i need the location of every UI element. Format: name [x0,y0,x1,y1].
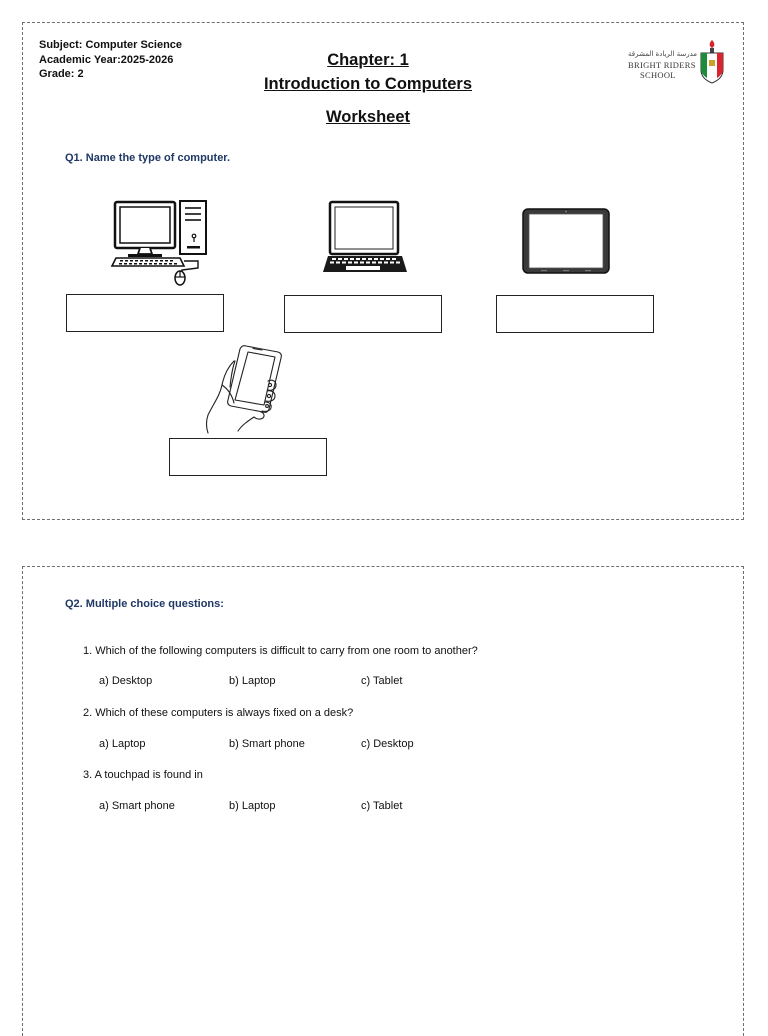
q1-heading: Q1. Name the type of computer. [65,152,231,164]
school-logo [626,38,726,84]
question-2-option-c[interactable]: c) Desktop [361,738,414,750]
worksheet-meta [39,38,182,82]
title-block [238,48,498,129]
question-1-option-b[interactable]: b) Laptop [229,675,276,687]
question-2-option-a[interactable]: a) Laptop [99,738,146,750]
question-3-text: 3. A touchpad is found in [83,769,203,781]
question-2-text: 2. Which of these computers is always fixed on a desk? [83,707,354,719]
answer-box-smartphone[interactable] [169,438,327,476]
topic-title: Introduction to Computers [263,75,473,93]
chapter-title: Chapter: 1 [327,51,409,69]
question-3-option-c[interactable]: c) Tablet [361,800,403,812]
question-1-text: 1. Which of the following computers is difficult to carry from one room to another? [83,645,478,657]
logo-arabic-text: مدرسة الريادة المشرقة [628,50,698,58]
answer-box-laptop[interactable] [284,295,442,333]
crest-icon [698,38,726,84]
desktop-computer-icon [110,198,210,288]
question-3-option-b[interactable]: b) Laptop [229,800,276,812]
laptop-icon [322,200,408,276]
logo-line1: BRIGHT RIDERS [628,60,696,70]
question-1-option-a[interactable]: a) Desktop [99,675,153,687]
tablet-icon [521,207,611,275]
answer-box-desktop[interactable] [66,294,224,332]
answer-box-tablet[interactable] [496,295,654,333]
grade-label: Grade: 2 [39,68,84,80]
smartphone-in-hand-icon [204,343,286,435]
q2-heading: Q2. Multiple choice questions: [65,598,224,610]
logo-line2: SCHOOL [640,70,676,80]
academic-year-label: Academic Year:2025-2026 [39,53,174,66]
question-2-option-b[interactable]: b) Smart phone [229,738,305,750]
subject-label: Subject: Computer Science [39,39,183,51]
question-3-option-a[interactable]: a) Smart phone [99,800,175,812]
worksheet-title: Worksheet [325,108,411,126]
question-1-option-c[interactable]: c) Tablet [361,675,403,687]
